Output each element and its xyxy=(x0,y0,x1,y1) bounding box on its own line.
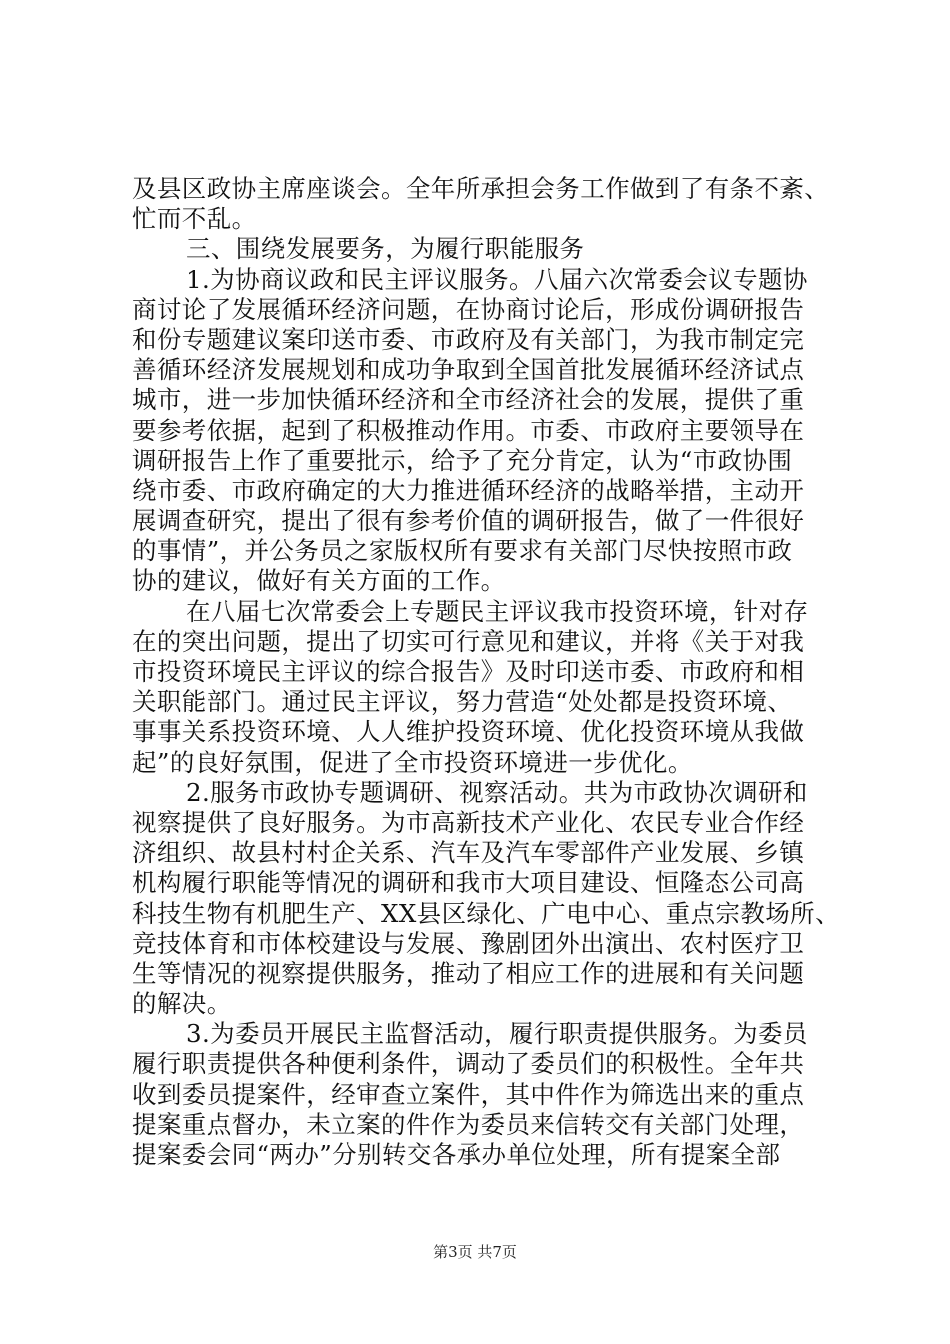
text-line: 善循环经济发展规划和成功争取到全国首批发展循环经济试点 xyxy=(132,355,805,385)
text-line: 关职能部门。通过民主评议，努力营造“处处都是投资环境、 xyxy=(132,687,793,717)
text-line: 协的建议，做好有关方面的工作。 xyxy=(132,566,506,596)
text-line: 收到委员提案件，经审查立案件，其中件作为筛选出来的重点 xyxy=(132,1079,805,1109)
text-line: 事事关系投资环境、人人维护投资环境、优化投资环境从我做 xyxy=(132,717,805,747)
text-line: 生等情况的视察提供服务，推动了相应工作的进展和有关问题 xyxy=(132,958,805,988)
page-footer xyxy=(0,1242,950,1262)
text-line: 城市，进一步加快循环经济和全市经济社会的发展，提供了重 xyxy=(132,385,805,415)
text-line: 商讨论了发展循环经济问题，在协商讨论后，形成份调研报告 xyxy=(132,294,805,324)
text-line: 履行职责提供各种便利条件，调动了委员们的积极性。全年共 xyxy=(132,1049,805,1079)
text-line: 2.服务市政协专题调研、视察活动。共为市政协次调研和 xyxy=(186,777,808,807)
text-line: 绕市委、市政府确定的大力推进循环经济的战略举措，主动开 xyxy=(132,475,805,505)
text-line: 市投资环境民主评议的综合报告》及时印送市委、市政府和相 xyxy=(132,657,805,686)
text-line: 3.为委员开展民主监督活动，履行职责提供服务。为委员 xyxy=(186,1019,808,1049)
text-line: 展调查研究，提出了很有参考价值的调研报告，做了一件很好 xyxy=(132,506,805,536)
text-line: 调研报告上作了重要批示，给予了充分肯定，认为“市政协围 xyxy=(132,445,793,475)
text-line: 的解决。 xyxy=(132,989,232,1019)
text-line: 忙而不乱。 xyxy=(132,204,257,234)
text-line: 的事情”，并公务员之家版权所有要求有关部门尽快按照市政 xyxy=(132,536,793,566)
section-heading: 三、围绕发展要务，为履行职能服务 xyxy=(186,234,585,264)
text-line: 科技生物有机肥生产、XX县区绿化、广电中心、重点宗教场所、 xyxy=(132,898,840,928)
text-line: 竞技体育和市体校建设与发展、豫剧团外出演出、农村医疗卫 xyxy=(132,928,805,958)
page-number: 第3页 共7页 xyxy=(433,1243,517,1261)
text-line: 视察提供了良好服务。为市高新技术产业化、农民专业合作经 xyxy=(132,807,805,837)
text-line: 提案重点督办，未立案的件作为委员来信转交有关部门处理， xyxy=(132,1109,805,1139)
text-line: 机构履行职能等情况的调研和我市大项目建设、恒隆态公司高 xyxy=(132,868,805,898)
text-line: 提案委会同“两办”分别转交各承办单位处理，所有提案全部 xyxy=(132,1140,781,1169)
text-line: 起”的良好氛围，促进了全市投资环境进一步优化。 xyxy=(132,747,693,777)
text-line: 济组织、故县村村企关系、汽车及汽车零部件产业发展、乡镇 xyxy=(132,838,805,868)
text-line: 要参考依据，起到了积极推动作用。市委、市政府主要领导在 xyxy=(132,415,805,445)
text-line: 在八届七次常委会上专题民主评议我市投资环境，针对存 xyxy=(186,596,809,626)
body-text xyxy=(132,174,840,1170)
text-line: 在的突出问题，提出了切实可行意见和建议，并将《关于对我 xyxy=(132,626,805,656)
text-line: 和份专题建议案印送市委、市政府及有关部门，为我市制定完 xyxy=(132,324,805,354)
text-line: 1.为协商议政和民主评议服务。八届六次常委会议专题协 xyxy=(186,264,808,294)
text-line: 及县区政协主席座谈会。全年所承担会务工作做到了有条不紊、 xyxy=(132,174,830,203)
